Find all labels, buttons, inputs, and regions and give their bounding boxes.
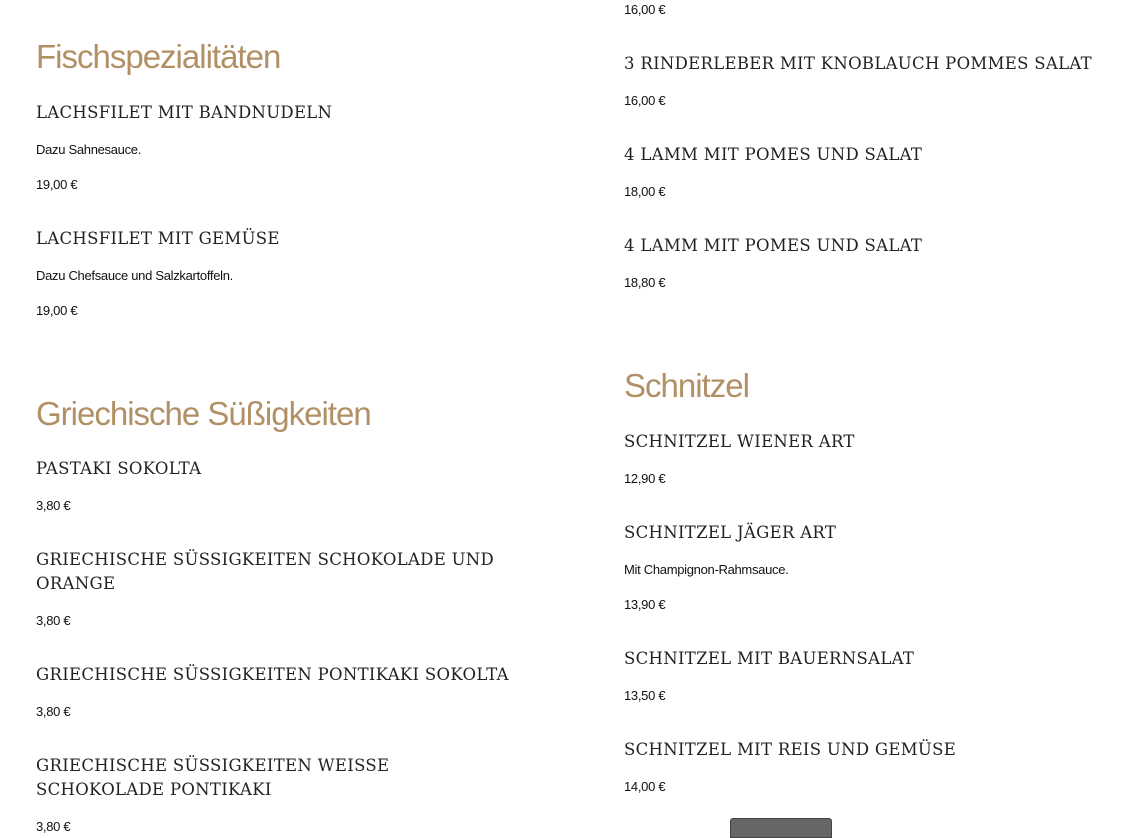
menu-item	[36, 754, 516, 834]
item-name: PASTAKI SOKOLTA	[36, 459, 202, 478]
menu-item	[36, 457, 516, 513]
item-price: 12,90 €	[624, 471, 666, 486]
item-name: SCHNITZEL WIENER ART	[624, 432, 855, 451]
menu-item	[624, 143, 1104, 199]
item-price: 13,90 €	[624, 597, 666, 612]
menu-item	[624, 234, 1104, 290]
item-price: 18,80 €	[624, 275, 666, 290]
item-name: LACHSFILET MIT BANDNUDELN	[36, 103, 333, 122]
item-price: 3,80 €	[36, 613, 71, 628]
item-price: 19,00 €	[36, 177, 78, 192]
item-price: 3,80 €	[36, 498, 71, 513]
menu-item	[36, 227, 516, 318]
menu-item	[624, 52, 1104, 108]
item-price: 16,00 €	[624, 93, 666, 108]
item-name: GRIECHISCHE SÜSSIGKEITEN PONTIKAKI SOKOLTA	[36, 665, 509, 684]
item-price: 19,00 €	[36, 303, 78, 318]
menu-item	[36, 663, 516, 719]
item-name: 4 LAMM MIT POMES UND SALAT	[624, 145, 923, 164]
item-name: SCHNITZEL MIT REIS UND GEMÜSE	[624, 740, 957, 759]
section-title-griechische-suessigkeiten: Griechische Süßigkeiten	[36, 395, 371, 432]
floating-button[interactable]	[730, 818, 832, 838]
menu-item	[36, 101, 516, 192]
menu-item	[624, 430, 1104, 486]
item-description: Dazu Sahnesauce.	[36, 142, 142, 157]
item-name: 3 RINDERLEBER MIT KNOBLAUCH POMMES SALAT	[624, 54, 1092, 73]
item-price: 18,00 €	[624, 184, 666, 199]
item-price: 3,80 €	[36, 819, 71, 834]
menu-item	[624, 521, 1104, 612]
item-name: SCHNITZEL JÄGER ART	[624, 523, 837, 542]
item-price: 14,00 €	[624, 779, 666, 794]
item-name: SCHNITZEL MIT BAUERNSALAT	[624, 649, 915, 668]
item-price: 13,50 €	[624, 688, 666, 703]
item-name: GRIECHISCHE SÜSSIGKEITEN WEISSE SCHOKOLADE PONTIKAKI	[36, 756, 390, 799]
item-description: Dazu Chefsauce und Salzkartoffeln.	[36, 268, 233, 283]
item-price: 16,00 €	[624, 2, 666, 17]
section-title-schnitzel: Schnitzel	[624, 367, 749, 404]
item-description: Mit Champignon-Rahmsauce.	[624, 562, 789, 577]
item-name: LACHSFILET MIT GEMÜSE	[36, 229, 280, 248]
menu-item	[36, 548, 516, 628]
item-name: GRIECHISCHE SÜSSIGKEITEN SCHOKOLADE UND ORANGE	[36, 550, 495, 593]
section-title-fischspezialitaeten: Fischspezialitäten	[36, 38, 281, 75]
item-name: 4 LAMM MIT POMES UND SALAT	[624, 236, 923, 255]
menu-item	[624, 647, 1104, 703]
menu-item	[624, 738, 1104, 794]
item-price: 3,80 €	[36, 704, 71, 719]
